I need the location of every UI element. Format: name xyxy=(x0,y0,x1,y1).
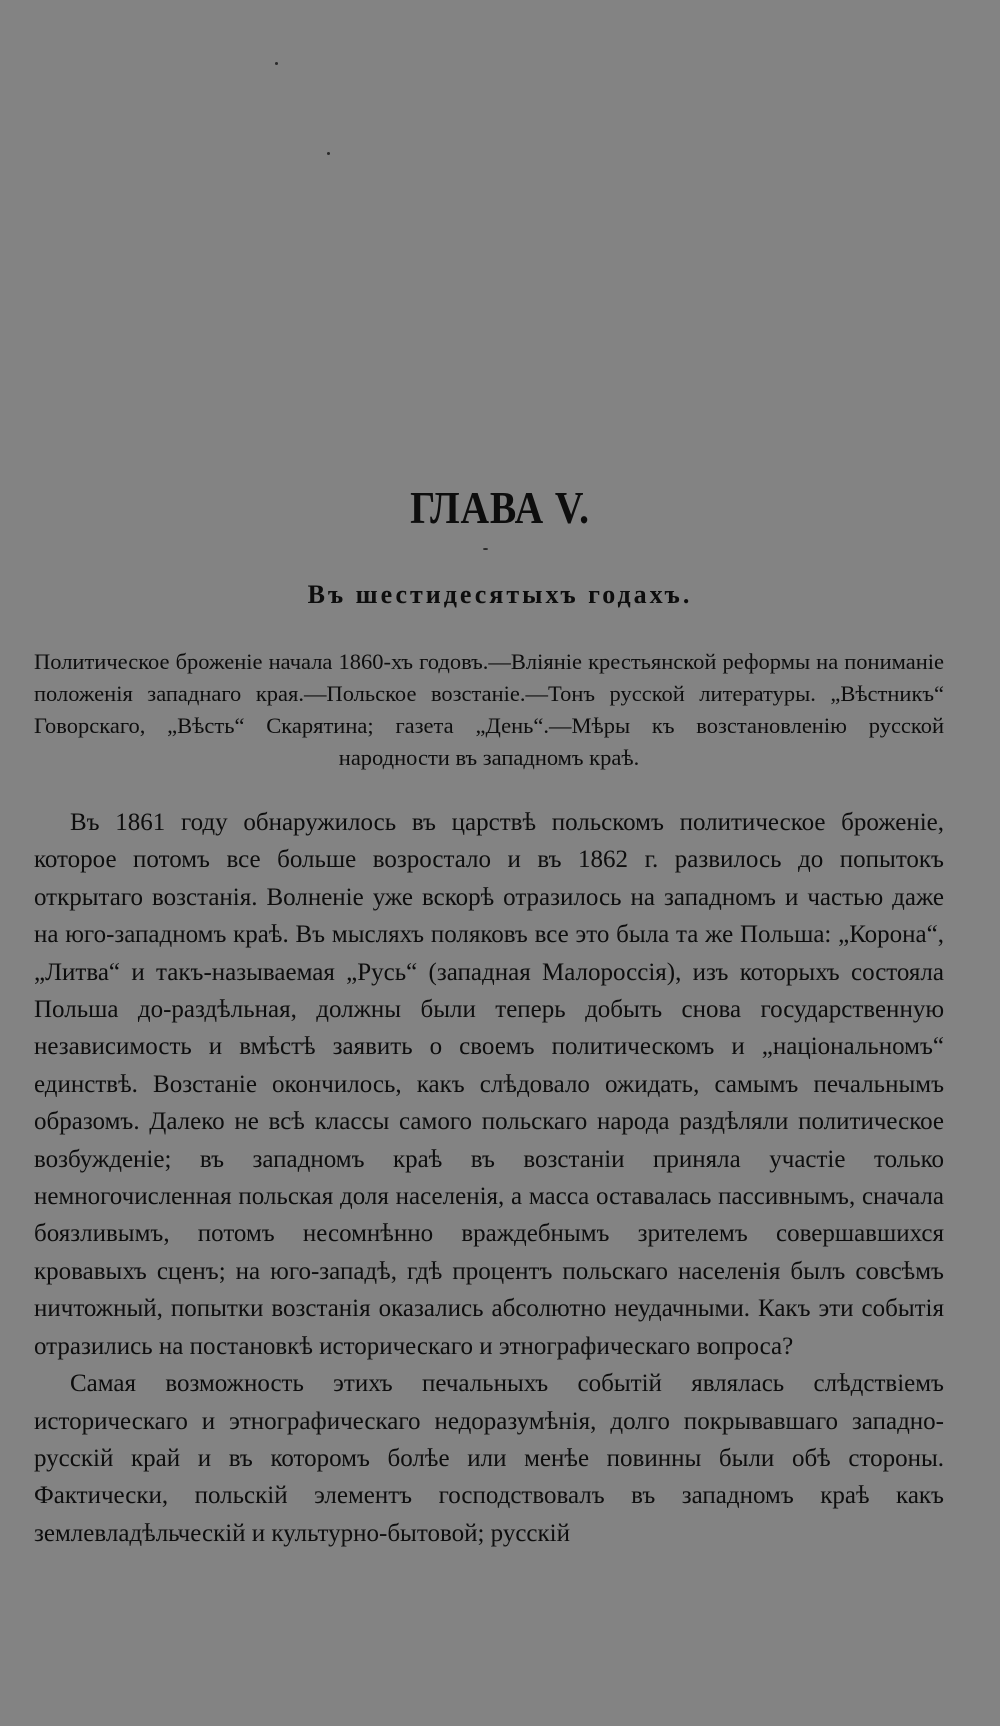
chapter-subtitle: Въ шестидесятыхъ годахъ. xyxy=(307,580,693,609)
chapter-title: ГЛАВА V. xyxy=(410,482,590,533)
chapter-body xyxy=(34,804,944,1552)
chapter-summary: Политическое броженіе начала 1860-хъ годовъ.—Вліяніе крестьянской реформы на пониманіе положенія западнаго края.—Польское возстаніе.—Тонъ русской литературы. „Вѣстникъ“ Говорскаго, „Вѣсть“ Скарятина; газета „День“.—Мѣры къ возстановленію русской народности въ западномъ краѣ. xyxy=(34,649,944,770)
paragraph: Самая возможность этихъ печальныхъ событій являлась слѣдствіемъ историческаго и этнографическаго недоразумѣнія, долго покрывавшаго западно-русскій край и въ которомъ болѣе или менѣе повинны были обѣ стороны. Фактически, польскій элементъ господствовалъ въ западномъ краѣ какъ землевладѣльческій и культурно-бытовой; русскій xyxy=(34,1370,944,1547)
paragraph: Въ 1861 году обнаружилось въ царствѣ польскомъ политическое броженіе, которое потомъ все больше возростало и въ 1862 г. развилось до попытокъ открытаго возстанія. Волненіе уже вскорѣ отразилось на западномъ и частью даже на юго-западномъ краѣ. Въ мысляхъ поляковъ все это была та же Польша: „Корона“, „Литва“ и такъ-называемая „Русь“ (западная Малороссія), изъ которыхъ состояла Польша до-раздѣльная, должны были теперь добыть снова государственную независимость и вмѣстѣ заявить о своемъ политическомъ и „національномъ“ единствѣ. Возстаніе окончилось, какъ слѣдовало ожидать, самымъ печальнымъ образомъ. Далеко не всѣ классы самого польскаго народа раздѣляли политическое возбужденіе; въ западномъ краѣ въ возстаніи приняла участіе только немногочисленная польская доля населенія, а масса оставалась пассивнымъ, сначала боязливымъ, потомъ несомнѣнно враждебнымъ зрителемъ совершавшихся кровавыхъ сценъ; на юго-западѣ, гдѣ процентъ польскаго населенія былъ совсѣмъ ничтожный, попытки возстанія оказались абсолютно неудачными. Какъ эти событія отразились на постановкѣ историческаго и этнографическаго вопроса? xyxy=(34,809,944,1360)
scan-speck xyxy=(327,152,330,155)
scan-speck xyxy=(483,548,488,550)
scan-speck xyxy=(275,62,278,65)
